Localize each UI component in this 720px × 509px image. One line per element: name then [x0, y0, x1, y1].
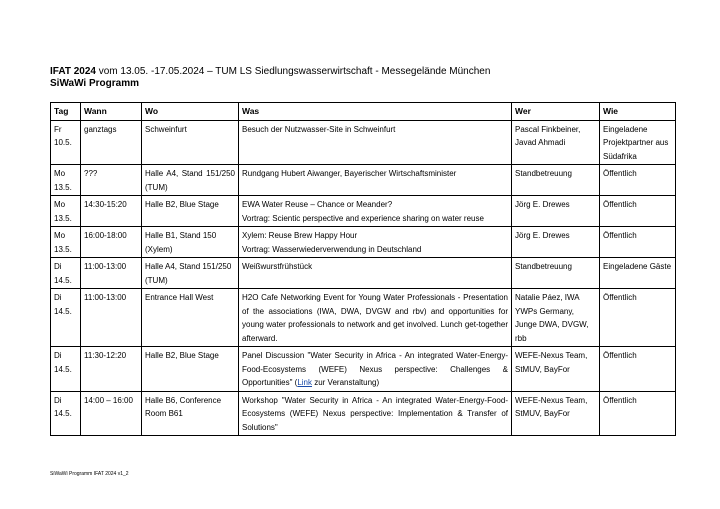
col-header-wo: Wo — [142, 103, 239, 121]
cell-wann: ganztags — [81, 120, 142, 165]
cell-tag: Mo 13.5. — [51, 165, 81, 196]
session-title: EWA Water Reuse – Chance or Meander? — [242, 200, 393, 209]
cell-was — [239, 347, 512, 392]
cell-tag: Fr 10.5. — [51, 120, 81, 165]
cell-wer: Standbetreuung — [512, 258, 600, 289]
cell-wie: Eingeladene Projektpartner aus Südafrika — [600, 120, 676, 165]
event-title-bold: IFAT 2024 — [50, 66, 96, 77]
cell-wo: Halle B6, Conference Room B61 — [142, 391, 239, 436]
table-row — [51, 227, 676, 258]
table-row — [51, 347, 676, 392]
cell-wie: Öffentlich — [600, 289, 676, 347]
cell-was — [239, 227, 512, 258]
cell-wann: 11:00-13:00 — [81, 289, 142, 347]
cell-wo: Halle B2, Blue Stage — [142, 196, 239, 227]
document-header — [50, 66, 490, 90]
cell-wer: Standbetreuung — [512, 165, 600, 196]
cell-was: H2O Cafe Networking Event for Young Water Professionals - Presentation of the associations (IWA, DWA, DVGW and rbv) and opportunities for young water professionals to network and get involved. Lunch get-together afterward. — [239, 289, 512, 347]
cell-tag: Di 14.5. — [51, 258, 81, 289]
cell-wo: Halle B1, Stand 150 (Xylem) — [142, 227, 239, 258]
event-title-rest: vom 13.05. -17.05.2024 – TUM LS Siedlungswasserwirtschaft - Messegelände München — [95, 66, 491, 77]
col-header-was: Was — [239, 103, 512, 121]
cell-was: Workshop "Water Security in Africa - An integrated Water-Energy-Food-Ecosystems (WEFE) Nexus perspective: Implementation & Transfer of Solutions" — [239, 391, 512, 436]
cell-wo: Schweinfurt — [142, 120, 239, 165]
cell-tag: Di 14.5. — [51, 391, 81, 436]
session-title: Xylem: Reuse Brew Happy Hour — [242, 231, 358, 240]
cell-wer: Jörg E. Drewes — [512, 196, 600, 227]
table-header-row — [51, 103, 676, 121]
cell-wann: 11:00-13:00 — [81, 258, 142, 289]
program-table — [50, 102, 676, 436]
cell-tag: Mo 13.5. — [51, 196, 81, 227]
cell-wer: Pascal Finkbeiner, Javad Ahmadi — [512, 120, 600, 165]
session-talk: Vortrag: Wasserwiederverwendung in Deutschland — [242, 244, 422, 254]
cell-wann: 14:00 – 16:00 — [81, 391, 142, 436]
cell-wo: Entrance Hall West — [142, 289, 239, 347]
page-footer: SiWaWi Programm IFAT 2024 v1_2 — [50, 471, 129, 477]
table-row — [51, 289, 676, 347]
cell-wann: ??? — [81, 165, 142, 196]
panel-text-after: zur Veranstaltung) — [312, 378, 380, 387]
cell-was: Rundgang Hubert Aiwanger, Bayerischer Wirtschaftsminister — [239, 165, 512, 196]
cell-wer: Natalie Páez, IWA YWPs Germany, Junge DWA, DVGW, rbb — [512, 289, 600, 347]
cell-wie: Öffentlich — [600, 347, 676, 392]
cell-tag: Di 14.5. — [51, 289, 81, 347]
event-title — [50, 66, 490, 78]
cell-wer: WEFE-Nexus Team, StMUV, BayFor — [512, 391, 600, 436]
cell-wo: Halle B2, Blue Stage — [142, 347, 239, 392]
cell-wie: Öffentlich — [600, 391, 676, 436]
cell-wo: Halle A4, Stand 151/250 (TUM) — [142, 258, 239, 289]
table-row — [51, 120, 676, 165]
cell-wann: 16:00-18:00 — [81, 227, 142, 258]
cell-was — [239, 196, 512, 227]
cell-wie: Öffentlich — [600, 165, 676, 196]
cell-tag: Di 14.5. — [51, 347, 81, 392]
cell-wer: WEFE-Nexus Team, StMUV, BayFor — [512, 347, 600, 392]
cell-wie: Öffentlich — [600, 227, 676, 258]
cell-wer: Jörg E. Drewes — [512, 227, 600, 258]
col-header-wann: Wann — [81, 103, 142, 121]
col-header-tag: Tag — [51, 103, 81, 121]
cell-tag: Mo 13.5. — [51, 227, 81, 258]
cell-wie: Öffentlich — [600, 196, 676, 227]
program-subtitle: SiWaWi Programm — [50, 78, 139, 89]
cell-wann: 14:30-15:20 — [81, 196, 142, 227]
col-header-wer: Wer — [512, 103, 600, 121]
cell-wann: 11:30-12:20 — [81, 347, 142, 392]
col-header-wie: Wie — [600, 103, 676, 121]
table-row — [51, 258, 676, 289]
table-row — [51, 165, 676, 196]
session-talk: Vortrag: Scientic perspective and experience sharing on water reuse — [242, 213, 484, 223]
panel-text: Panel Discussion "Water Security in Africa - An integrated Water-Energy-Food-Ecosystems (WEFE) Nexus perspective: Challenges & Opportunities" ( — [242, 351, 508, 387]
cell-wo: Halle A4, Stand 151/250 (TUM) — [142, 165, 239, 196]
cell-wie: Eingeladene Gäste — [600, 258, 676, 289]
event-link[interactable]: Link — [297, 378, 312, 387]
cell-was: Weißwurstfrühstück — [239, 258, 512, 289]
cell-was: Besuch der Nutzwasser-Site in Schweinfurt — [239, 120, 512, 165]
table-row — [51, 196, 676, 227]
table-row — [51, 391, 676, 436]
